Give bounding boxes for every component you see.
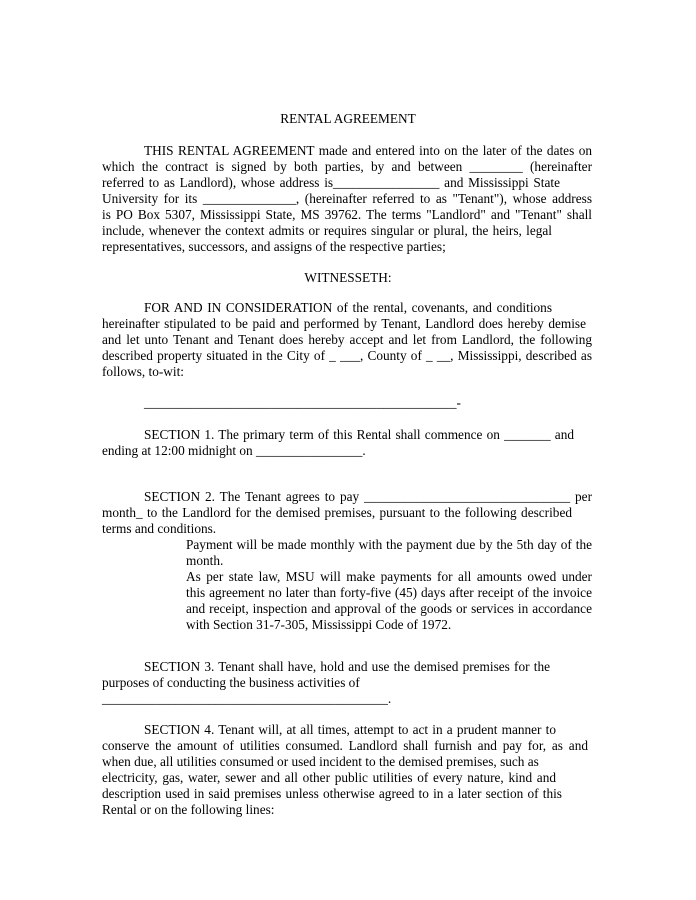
document-title: RENTAL AGREEMENT: [280, 111, 416, 126]
section4-line: Rental or on the following lines:: [102, 802, 275, 817]
payment-line: with Section 31-7-305, Mississippi Code of 1972.: [186, 617, 452, 632]
section4-line: SECTION 4. Tenant will, at all times, attempt to act in a prudent manner to: [144, 722, 556, 737]
consideration-line: FOR AND IN CONSIDERATION of the rental, covenants, and conditions: [144, 300, 552, 315]
section1-line: ending at 12:00 midnight on ________________.: [102, 443, 366, 458]
section3-line: SECTION 3. Tenant shall have, hold and use the demised premises for the: [144, 659, 550, 674]
section2-line: month_ to the Landlord for the demised premises, pursuant to the following described: [102, 505, 572, 520]
payment-line: month.: [186, 553, 224, 568]
consideration-line: and let unto Tenant and Tenant does hereby accept and let from Landlord, the following: [102, 332, 592, 347]
intro-line: which the contract is signed by both parties, by and between ________ (hereinafter: [102, 159, 592, 174]
intro-line: THIS RENTAL AGREEMENT made and entered into on the later of the dates on: [144, 143, 592, 158]
section4-line: conserve the amount of utilities consumed. Landlord shall furnish and pay for, as and: [102, 738, 588, 753]
section2-line: terms and conditions.: [102, 521, 217, 536]
payment-line: and receipt, inspection and approval of the goods or services in accordance: [186, 601, 592, 616]
section4-line: description used in said premises unless otherwise agreed to in a later section of this: [102, 786, 562, 801]
consideration-line: described property situated in the City of _ ___, County of _ __, Mississippi, described as: [102, 348, 592, 363]
payment-line: Payment will be made monthly with the payment due by the 5th day of the: [186, 537, 592, 552]
section3-line: purposes of conducting the business activities of: [102, 675, 360, 690]
section4-line: when due, all utilities consumed or used incident to the demised premises, such as: [102, 754, 539, 769]
section2-line: SECTION 2. The Tenant agrees to pay _______________________________ per: [144, 489, 592, 504]
witnesseth-heading: WITNESSETH:: [304, 270, 392, 285]
intro-line: is PO Box 5307, Mississippi State, MS 39762. The terms "Landlord" and "Tenant" shall: [102, 207, 592, 222]
property-description-blank: _______________________________________________-: [144, 395, 461, 410]
consideration-line: hereinafter stipulated to be paid and performed by Tenant, Landlord does hereby demise: [102, 316, 586, 331]
intro-line: referred to as Landlord), whose address is________________ and Mississippi State: [102, 175, 560, 190]
section3-blank: ___________________________________________.: [102, 691, 392, 706]
section4-line: electricity, gas, water, sewer and all other public utilities of every nature, kind and: [102, 770, 556, 785]
payment-line: this agreement no later than forty-five (45) days after receipt of the invoice: [186, 585, 592, 600]
consideration-line: follows, to-wit:: [102, 364, 184, 379]
intro-line: representatives, successors, and assigns of the respective parties;: [102, 239, 446, 254]
payment-line: As per state law, MSU will make payments for all amounts owed under: [186, 569, 592, 584]
intro-line: University for its ______________, (hereinafter referred to as "Tenant"), whose address: [102, 191, 592, 206]
section1-line: SECTION 1. The primary term of this Rental shall commence on _______ and: [144, 427, 574, 442]
intro-line: include, whenever the context admits or requires singular or plural, the heirs, legal: [102, 223, 552, 238]
